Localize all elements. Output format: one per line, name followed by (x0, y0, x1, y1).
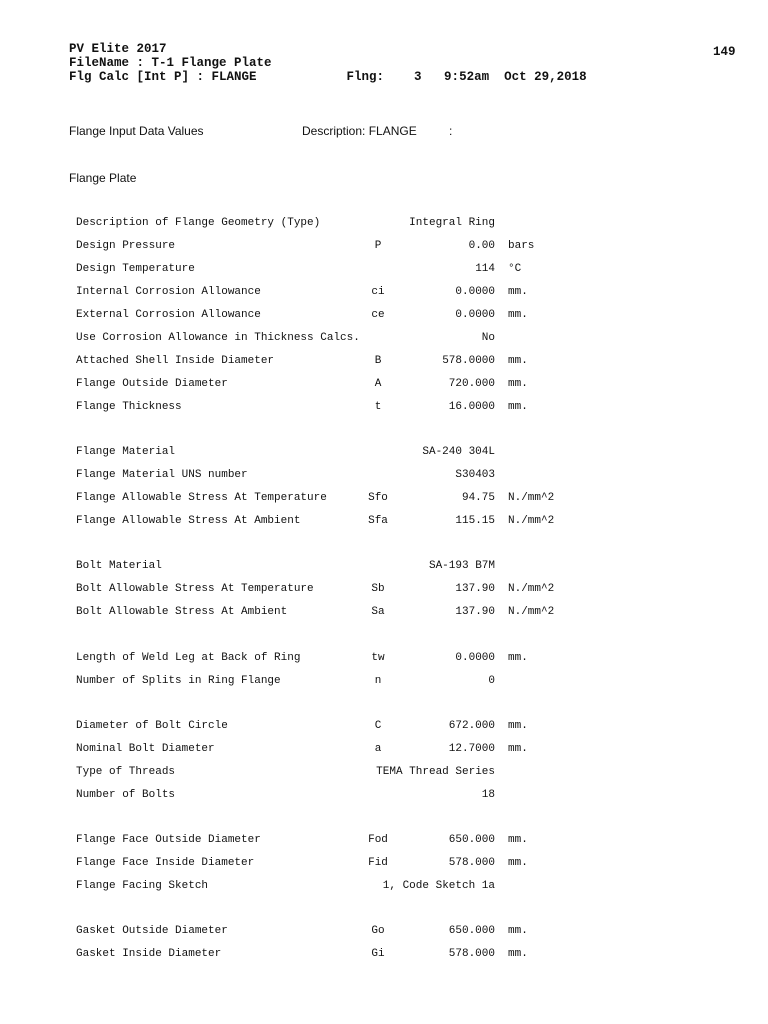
row-label: Flange Thickness (76, 401, 182, 413)
row-value: Integral Ring (409, 217, 495, 229)
row-label: Flange Allowable Stress At Temperature (76, 492, 327, 504)
row-value: 16.0000 (448, 401, 495, 413)
table-row (0, 743, 768, 759)
row-value: 114 (475, 263, 495, 275)
row-label: Flange Facing Sketch (76, 880, 209, 892)
row-symbol: A (374, 378, 382, 390)
table-row (0, 720, 768, 736)
row-symbol: Sb (371, 583, 385, 595)
table-row (0, 446, 768, 462)
table-row (0, 263, 768, 279)
table-row (0, 766, 768, 782)
row-label: Gasket Inside Diameter (76, 948, 222, 960)
table-row (0, 401, 768, 417)
row-symbol: Sfa (368, 515, 388, 527)
row-label: Description of Flange Geometry (Type) (76, 217, 321, 229)
row-unit: bars (508, 240, 535, 252)
row-symbol: ce (371, 309, 385, 321)
section-title: Flange Plate (69, 171, 137, 185)
row-symbol: ci (371, 286, 385, 298)
program-name: PV Elite 2017 (69, 42, 167, 56)
table-row (0, 355, 768, 371)
row-symbol: Fid (368, 857, 388, 869)
row-value: 0.0000 (455, 652, 495, 664)
row-label: Length of Weld Leg at Back of Ring (76, 652, 301, 664)
row-value: 94.75 (461, 492, 495, 504)
row-unit: mm. (508, 948, 528, 960)
row-symbol: C (374, 720, 382, 732)
row-unit: N./mm^2 (508, 492, 555, 504)
row-value: 578.000 (448, 948, 495, 960)
row-unit: mm. (508, 286, 528, 298)
row-value: TEMA Thread Series (376, 766, 495, 778)
table-row (0, 309, 768, 325)
row-symbol: P (374, 240, 382, 252)
row-label: Diameter of Bolt Circle (76, 720, 228, 732)
row-label: Type of Threads (76, 766, 176, 778)
row-unit: mm. (508, 834, 528, 846)
row-label: Use Corrosion Allowance in Thickness Calcs. (76, 332, 360, 344)
row-value: SA-193 B7M (428, 560, 495, 572)
row-label: Internal Corrosion Allowance (76, 286, 261, 298)
table-row (0, 789, 768, 805)
file-name: FileName : T-1 Flange Plate (69, 56, 272, 70)
row-unit: mm. (508, 652, 528, 664)
row-value: 650.000 (448, 834, 495, 846)
report-header (69, 42, 587, 84)
row-label: Flange Face Inside Diameter (76, 857, 255, 869)
row-value: S30403 (455, 469, 495, 481)
row-value: 578.0000 (442, 355, 495, 367)
row-unit: mm. (508, 925, 528, 937)
table-row (0, 492, 768, 508)
row-unit: mm. (508, 378, 528, 390)
row-value: 115.15 (455, 515, 495, 527)
table-row (0, 652, 768, 668)
report-title: Flange Input Data Values (69, 124, 204, 138)
row-value: 137.90 (455, 583, 495, 595)
row-label: Bolt Allowable Stress At Ambient (76, 606, 288, 618)
row-label: Number of Bolts (76, 789, 176, 801)
report-description: Description: FLANGE (302, 124, 417, 138)
row-unit: N./mm^2 (508, 606, 555, 618)
table-row (0, 606, 768, 622)
row-value: No (481, 332, 495, 344)
row-symbol: n (374, 675, 382, 687)
page-number: 149 (713, 45, 736, 59)
description-colon: : (449, 124, 453, 138)
row-unit: °C (508, 263, 522, 275)
row-symbol: Go (371, 925, 385, 937)
row-unit: mm. (508, 857, 528, 869)
table-row (0, 857, 768, 873)
row-value: 12.7000 (448, 743, 495, 755)
row-label: Design Pressure (76, 240, 176, 252)
row-label: Bolt Material (76, 560, 162, 572)
row-value: 1, Code Sketch 1a (382, 880, 495, 892)
row-label: Flange Material UNS number (76, 469, 248, 481)
row-symbol: Sa (371, 606, 385, 618)
row-label: Flange Face Outside Diameter (76, 834, 261, 846)
row-label: Nominal Bolt Diameter (76, 743, 215, 755)
row-label: Gasket Outside Diameter (76, 925, 228, 937)
table-row (0, 560, 768, 576)
row-unit: N./mm^2 (508, 515, 555, 527)
row-unit: N./mm^2 (508, 583, 555, 595)
row-value: 0.0000 (455, 309, 495, 321)
row-label: Attached Shell Inside Diameter (76, 355, 275, 367)
row-value: 0.00 (468, 240, 495, 252)
row-value: 650.000 (448, 925, 495, 937)
row-value: SA-240 304L (422, 446, 495, 458)
table-row (0, 469, 768, 485)
table-row (0, 515, 768, 531)
row-unit: mm. (508, 720, 528, 732)
table-row (0, 675, 768, 691)
row-value: 0 (488, 675, 495, 687)
row-symbol: Fod (368, 834, 388, 846)
row-symbol: Sfo (368, 492, 388, 504)
table-row (0, 332, 768, 348)
table-row (0, 880, 768, 896)
row-symbol: tw (371, 652, 385, 664)
row-unit: mm. (508, 743, 528, 755)
row-label: Flange Outside Diameter (76, 378, 228, 390)
row-value: 578.000 (448, 857, 495, 869)
table-row (0, 925, 768, 941)
row-symbol: B (374, 355, 382, 367)
row-value: 137.90 (455, 606, 495, 618)
row-symbol: a (374, 743, 382, 755)
row-unit: mm. (508, 401, 528, 413)
table-row (0, 286, 768, 302)
row-label: External Corrosion Allowance (76, 309, 261, 321)
row-symbol: t (374, 401, 382, 413)
row-value: 720.000 (448, 378, 495, 390)
row-value: 672.000 (448, 720, 495, 732)
table-row (0, 217, 768, 233)
table-row (0, 583, 768, 599)
table-row (0, 378, 768, 394)
row-label: Bolt Allowable Stress At Temperature (76, 583, 314, 595)
row-unit: mm. (508, 355, 528, 367)
calc-info-line: Flg Calc [Int P] : FLANGE Flng: 3 9:52am Oct 29,2018 (69, 70, 587, 84)
table-row (0, 834, 768, 850)
row-unit: mm. (508, 309, 528, 321)
table-row (0, 240, 768, 256)
row-symbol: Gi (371, 948, 385, 960)
row-label: Design Temperature (76, 263, 195, 275)
row-label: Flange Allowable Stress At Ambient (76, 515, 301, 527)
table-row (0, 948, 768, 964)
row-label: Flange Material (76, 446, 176, 458)
row-value: 18 (481, 789, 495, 801)
row-value: 0.0000 (455, 286, 495, 298)
row-label: Number of Splits in Ring Flange (76, 675, 281, 687)
